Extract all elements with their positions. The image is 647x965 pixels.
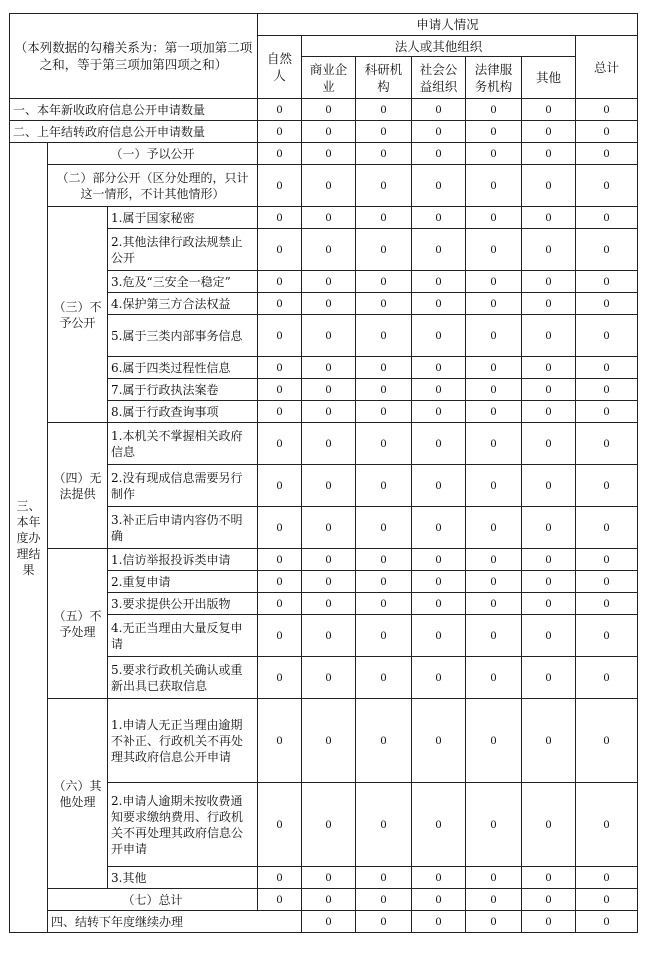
value-cell: 0 [522, 699, 576, 783]
value-cell: 0 [466, 293, 522, 315]
column-header: 法律服务机构 [466, 57, 522, 99]
value-cell: 0 [576, 465, 638, 507]
value-cell: 0 [258, 165, 302, 207]
value-cell: 0 [522, 379, 576, 401]
table-row [10, 165, 638, 207]
row-label: （一）予以公开 [48, 143, 258, 165]
value-cell: 0 [576, 571, 638, 593]
value-cell: 0 [412, 549, 466, 571]
value-cell: 0 [302, 207, 356, 229]
value-cell: 0 [576, 229, 638, 271]
value-cell: 0 [302, 423, 356, 465]
value-cell: 0 [258, 593, 302, 615]
row-label: 3.补正后申请内容仍不明确 [108, 507, 258, 549]
value-cell: 0 [466, 783, 522, 867]
value-cell: 0 [576, 121, 638, 143]
value-cell: 0 [466, 549, 522, 571]
table-row [10, 99, 638, 121]
value-cell: 0 [302, 615, 356, 657]
value-cell: 0 [356, 911, 412, 933]
row-label: 6.属于四类过程性信息 [108, 357, 258, 379]
row-label: 1.申请人无正当理由逾期不补正、行政机关不再处理其政府信息公开申请 [108, 699, 258, 783]
column-header: 社会公益组织 [412, 57, 466, 99]
value-cell: 0 [412, 229, 466, 271]
value-cell: 0 [522, 165, 576, 207]
value-cell: 0 [522, 867, 576, 889]
row-label: 2.没有现成信息需要另行制作 [108, 465, 258, 507]
value-cell: 0 [356, 121, 412, 143]
value-cell: 0 [466, 165, 522, 207]
value-cell: 0 [412, 571, 466, 593]
value-cell: 0 [302, 465, 356, 507]
value-cell: 0 [258, 315, 302, 357]
value-cell: 0 [466, 657, 522, 699]
column-header: 商业企业 [302, 57, 356, 99]
value-cell: 0 [576, 379, 638, 401]
value-cell: 0 [522, 549, 576, 571]
government-info-disclosure-table [9, 13, 638, 933]
value-cell: 0 [412, 357, 466, 379]
value-cell: 0 [302, 549, 356, 571]
value-cell: 0 [412, 271, 466, 293]
value-cell: 0 [302, 229, 356, 271]
value-cell: 0 [466, 379, 522, 401]
value-cell: 0 [522, 593, 576, 615]
value-cell: 0 [576, 593, 638, 615]
value-cell: 0 [356, 99, 412, 121]
value-cell: 0 [522, 507, 576, 549]
value-cell: 0 [522, 911, 576, 933]
value-cell: 0 [356, 401, 412, 423]
row-label: 3.其他 [108, 867, 258, 889]
value-cell: 0 [258, 143, 302, 165]
value-cell: 0 [258, 401, 302, 423]
value-cell: 0 [302, 889, 356, 911]
value-cell: 0 [466, 889, 522, 911]
value-cell: 0 [302, 165, 356, 207]
group-label-other-handling: （六）其他处理 [48, 699, 108, 889]
value-cell: 0 [258, 379, 302, 401]
value-cell: 0 [302, 867, 356, 889]
value-cell: 0 [412, 401, 466, 423]
group-label-withhold: （三）不予公开 [48, 207, 108, 423]
value-cell: 0 [302, 357, 356, 379]
value-cell: 0 [258, 229, 302, 271]
value-cell: 0 [412, 423, 466, 465]
value-cell: 0 [576, 99, 638, 121]
value-cell: 0 [258, 507, 302, 549]
value-cell: 0 [302, 121, 356, 143]
section-three-label: 三、本年度办理结果 [10, 143, 48, 933]
value-cell: 0 [466, 699, 522, 783]
value-cell: 0 [412, 143, 466, 165]
value-cell: 0 [302, 657, 356, 699]
value-cell: 0 [356, 615, 412, 657]
value-cell: 0 [522, 271, 576, 293]
value-cell: 0 [412, 699, 466, 783]
row-label: 1.信访举报投诉类申请 [108, 549, 258, 571]
value-cell: 0 [412, 293, 466, 315]
value-cell: 0 [356, 699, 412, 783]
value-cell: 0 [522, 229, 576, 271]
value-cell: 0 [258, 699, 302, 783]
value-cell: 0 [466, 207, 522, 229]
value-cell: 0 [356, 593, 412, 615]
value-cell: 0 [356, 423, 412, 465]
value-cell: 0 [356, 357, 412, 379]
value-cell: 0 [356, 657, 412, 699]
value-cell: 0 [302, 507, 356, 549]
value-cell: 0 [412, 593, 466, 615]
value-cell: 0 [258, 423, 302, 465]
value-cell: 0 [522, 293, 576, 315]
value-cell: 0 [522, 357, 576, 379]
value-cell: 0 [258, 657, 302, 699]
value-cell: 0 [522, 571, 576, 593]
value-cell: 0 [302, 143, 356, 165]
value-cell: 0 [412, 783, 466, 867]
row-label: 5.属于三类内部事务信息 [108, 315, 258, 357]
row-label: 1.属于国家秘密 [108, 207, 258, 229]
value-cell: 0 [466, 229, 522, 271]
value-cell: 0 [466, 593, 522, 615]
legal-group-header: 法人或其他组织 [302, 36, 576, 57]
value-cell: 0 [522, 889, 576, 911]
table-row [10, 889, 638, 911]
value-cell: 0 [576, 867, 638, 889]
value-cell: 0 [356, 549, 412, 571]
value-cell: 0 [412, 121, 466, 143]
group-label-unable: （四）无法提供 [48, 423, 108, 549]
value-cell: 0 [576, 165, 638, 207]
row-label: 2.其他法律行政法规禁止公开 [108, 229, 258, 271]
value-cell: 0 [258, 783, 302, 867]
value-cell: 0 [576, 911, 638, 933]
value-cell: 0 [466, 121, 522, 143]
value-cell: 0 [356, 379, 412, 401]
column-header: 科研机构 [356, 57, 412, 99]
value-cell: 0 [576, 357, 638, 379]
value-cell: 0 [356, 889, 412, 911]
row-label: 3.危及“三安全一稳定” [108, 271, 258, 293]
value-cell: 0 [412, 657, 466, 699]
value-cell: 0 [466, 357, 522, 379]
value-cell: 0 [522, 783, 576, 867]
value-cell: 0 [522, 143, 576, 165]
value-cell: 0 [576, 423, 638, 465]
value-cell: 0 [522, 99, 576, 121]
row-label: 8.属于行政查询事项 [108, 401, 258, 423]
value-cell: 0 [466, 911, 522, 933]
row-label: 2.申请人逾期未按收费通知要求缴纳费用、行政机关不再处理其政府信息公开申请 [108, 783, 258, 867]
value-cell: 0 [576, 549, 638, 571]
value-cell: 0 [302, 293, 356, 315]
row-label: 3.要求提供公开出版物 [108, 593, 258, 615]
value-cell: 0 [258, 571, 302, 593]
value-cell: 0 [466, 271, 522, 293]
value-cell: 0 [258, 121, 302, 143]
row-label: 4.无正当理由大量反复申请 [108, 615, 258, 657]
natural-person-header: 自然人 [258, 36, 302, 99]
value-cell: 0 [302, 315, 356, 357]
value-cell: 0 [412, 207, 466, 229]
row-label: 1.本机关不掌握相关政府信息 [108, 423, 258, 465]
value-cell: 0 [576, 615, 638, 657]
value-cell: 0 [356, 293, 412, 315]
value-cell: 0 [356, 315, 412, 357]
value-cell: 0 [412, 507, 466, 549]
value-cell: 0 [356, 465, 412, 507]
form-wrapper [9, 13, 638, 933]
value-cell: 0 [576, 271, 638, 293]
row-label: （二）部分公开（区分处理的，只计这一情形，不计其他情形） [48, 165, 258, 207]
value-cell: 0 [522, 423, 576, 465]
value-cell: 0 [466, 401, 522, 423]
value-cell: 0 [522, 207, 576, 229]
value-cell: 0 [258, 615, 302, 657]
value-cell: 0 [302, 911, 356, 933]
row-label: 二、上年结转政府信息公开申请数量 [10, 121, 258, 143]
value-cell: 0 [522, 615, 576, 657]
column-relation-note: （本列数据的勾稽关系为：第一项加第二项之和，等于第三项加第四项之和） [10, 14, 258, 99]
value-cell: 0 [356, 229, 412, 271]
column-header: 其他 [522, 57, 576, 99]
table-row [10, 699, 638, 783]
value-cell: 0 [356, 165, 412, 207]
value-cell: 0 [466, 465, 522, 507]
value-cell: 0 [412, 911, 466, 933]
row-label: 7.属于行政执法案卷 [108, 379, 258, 401]
row-label: 5.要求行政机关确认或重新出具已获取信息 [108, 657, 258, 699]
value-cell: 0 [258, 889, 302, 911]
value-cell: 0 [412, 379, 466, 401]
value-cell: 0 [522, 401, 576, 423]
table-row [10, 207, 638, 229]
value-cell: 0 [258, 99, 302, 121]
value-cell: 0 [466, 507, 522, 549]
value-cell: 0 [576, 507, 638, 549]
row-label: 4.保护第三方合法权益 [108, 293, 258, 315]
row-label: 2.重复申请 [108, 571, 258, 593]
value-cell: 0 [466, 99, 522, 121]
value-cell: 0 [466, 867, 522, 889]
value-cell: 0 [302, 379, 356, 401]
value-cell: 0 [576, 699, 638, 783]
value-cell: 0 [576, 401, 638, 423]
value-cell: 0 [466, 315, 522, 357]
value-cell: 0 [466, 423, 522, 465]
value-cell: 0 [258, 357, 302, 379]
value-cell: 0 [302, 593, 356, 615]
value-cell: 0 [412, 165, 466, 207]
value-cell: 0 [258, 867, 302, 889]
table-row [10, 549, 638, 571]
value-cell: 0 [302, 699, 356, 783]
value-cell: 0 [576, 783, 638, 867]
value-cell: 0 [576, 143, 638, 165]
table-row [10, 143, 638, 165]
value-cell: 0 [522, 465, 576, 507]
table-row [10, 121, 638, 143]
value-cell: 0 [258, 465, 302, 507]
value-cell: 0 [356, 507, 412, 549]
value-cell: 0 [302, 99, 356, 121]
group-label-not-processed: （五）不予处理 [48, 549, 108, 699]
value-cell: 0 [258, 271, 302, 293]
applicant-group-header: 申请人情况 [258, 14, 638, 36]
value-cell: 0 [302, 271, 356, 293]
total-header: 总计 [576, 36, 638, 99]
value-cell: 0 [258, 293, 302, 315]
value-cell: 0 [522, 121, 576, 143]
value-cell: 0 [356, 207, 412, 229]
header-row-1 [10, 14, 638, 36]
value-cell: 0 [356, 867, 412, 889]
value-cell: 0 [576, 889, 638, 911]
value-cell: 0 [522, 657, 576, 699]
value-cell: 0 [258, 549, 302, 571]
table-row [10, 423, 638, 465]
value-cell: 0 [466, 571, 522, 593]
row-label: （七）总计 [48, 889, 258, 911]
table-row [10, 911, 638, 933]
value-cell: 0 [356, 271, 412, 293]
value-cell: 0 [356, 783, 412, 867]
value-cell: 0 [412, 615, 466, 657]
value-cell: 0 [522, 315, 576, 357]
value-cell: 0 [412, 867, 466, 889]
value-cell: 0 [356, 143, 412, 165]
value-cell: 0 [412, 465, 466, 507]
row-label: 一、本年新收政府信息公开申请数量 [10, 99, 258, 121]
value-cell: 0 [302, 571, 356, 593]
value-cell: 0 [466, 143, 522, 165]
value-cell: 0 [258, 207, 302, 229]
value-cell: 0 [576, 315, 638, 357]
value-cell: 0 [412, 889, 466, 911]
value-cell: 0 [576, 207, 638, 229]
value-cell: 0 [356, 571, 412, 593]
value-cell: 0 [466, 615, 522, 657]
value-cell: 0 [412, 99, 466, 121]
value-cell: 0 [576, 293, 638, 315]
row-label: 四、结转下年度继续办理 [48, 911, 302, 933]
value-cell: 0 [302, 783, 356, 867]
value-cell: 0 [412, 315, 466, 357]
value-cell: 0 [302, 401, 356, 423]
value-cell: 0 [576, 657, 638, 699]
